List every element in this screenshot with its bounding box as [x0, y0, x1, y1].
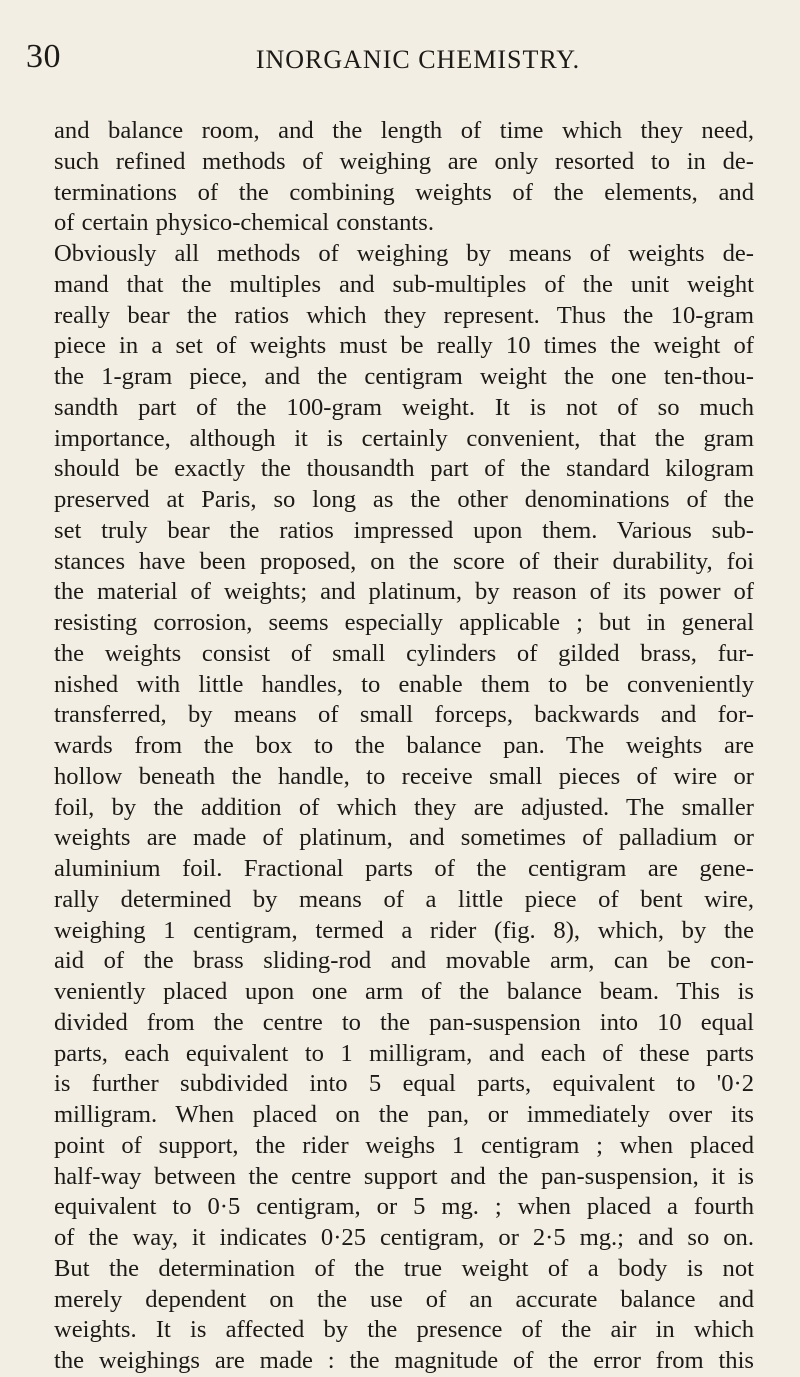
text-line: wards from the box to the balance pan. The weights are [54, 732, 754, 759]
text-line: nished with little handles, to enable them to be conveniently [54, 670, 754, 698]
text-line: weights. It is affected by the presence of the air in which [54, 1316, 754, 1344]
text-line: such refined methods of weighing are only resorted to in de- [54, 147, 754, 175]
running-title: INORGANIC CHEMISTRY. [255, 45, 581, 74]
text-line: the weights consist of small cylinders of gilded brass, fur- [54, 639, 754, 667]
text-line: half-way between the centre support and the pan-suspension, it is [54, 1162, 754, 1190]
text-line: equivalent to 0·5 centigram, or 5 mg. ; when placed a fourth [54, 1193, 754, 1221]
text-line: stances have been proposed, on the score of their durability, foi [54, 547, 754, 575]
text-line: the material of weights; and platinum, by reason of its power of [54, 578, 754, 606]
text-line: mand that the multiples and sub-multiples of the unit weight [54, 270, 754, 298]
text-line: importance, although it is certainly convenient, that the gram [54, 424, 754, 452]
text-line: milligram. When placed on the pan, or immediately over its [54, 1101, 754, 1128]
text-line: sandth part of the 100-gram weight. It is not of so much [54, 393, 754, 421]
text-line: is further subdivided into 5 equal parts, equivalent to '0·2 [54, 1070, 754, 1098]
text-line: preserved at Paris, so long as the other denominations of the [54, 486, 754, 513]
text-line: set truly bear the ratios impressed upon them. Various sub- [54, 516, 754, 544]
text-line: should be exactly the thousandth part of the standard kilogram [54, 455, 754, 483]
text-line: transferred, by means of small forceps, backwards and for- [54, 701, 754, 729]
text-line: of the way, it indicates 0·25 centigram, or 2·5 mg.; and so on. [54, 1224, 754, 1251]
text-line: of certain physico-chemical constants. [54, 209, 434, 237]
text-line: really bear the ratios which they represent. Thus the 10-gram [54, 301, 754, 329]
text-line: parts, each equivalent to 1 milligram, and each of these parts [54, 1039, 754, 1067]
text-line: But the determination of the true weight of a body is not [54, 1254, 754, 1282]
text-line: piece in a set of weights must be really 10 times the weight of [54, 332, 754, 360]
text-line: merely dependent on the use of an accurate balance and [54, 1285, 754, 1313]
text-line: hollow beneath the handle, to receive small pieces of wire or [54, 762, 754, 790]
text-line: resisting corrosion, seems especially applicable ; but in general [54, 609, 754, 636]
text-line: weighing 1 centigram, termed a rider (fig. 8), which, by the [54, 916, 754, 944]
text-line: the 1-gram piece, and the centigram weight the one ten-thou- [54, 363, 754, 390]
text-line: rally determined by means of a little piece of bent wire, [54, 885, 754, 913]
text-line: point of support, the rider weighs 1 centigram ; when placed [54, 1131, 754, 1159]
text-line: the weighings are made : the magnitude of the error from this [54, 1347, 754, 1374]
text-line: divided from the centre to the pan-suspension into 10 equal [54, 1008, 754, 1036]
text-line: terminations of the combining weights of the elements, and [54, 178, 754, 206]
text-line: aid of the brass sliding-rod and movable arm, can be con- [54, 947, 754, 975]
page-number: 30 [26, 38, 61, 75]
text-line: weights are made of platinum, and sometimes of palladium or [54, 824, 754, 852]
body-text [54, 116, 754, 1377]
text-line: and balance room, and the length of time which they need, [54, 117, 754, 144]
text-line: foil, by the addition of which they are adjusted. The smaller [54, 793, 754, 821]
text-line: Obviously all methods of weighing by means of weights de- [54, 240, 754, 267]
text-line: veniently placed upon one arm of the balance beam. This is [54, 978, 754, 1005]
text-line: aluminium foil. Fractional parts of the centigram are gene- [54, 855, 754, 882]
